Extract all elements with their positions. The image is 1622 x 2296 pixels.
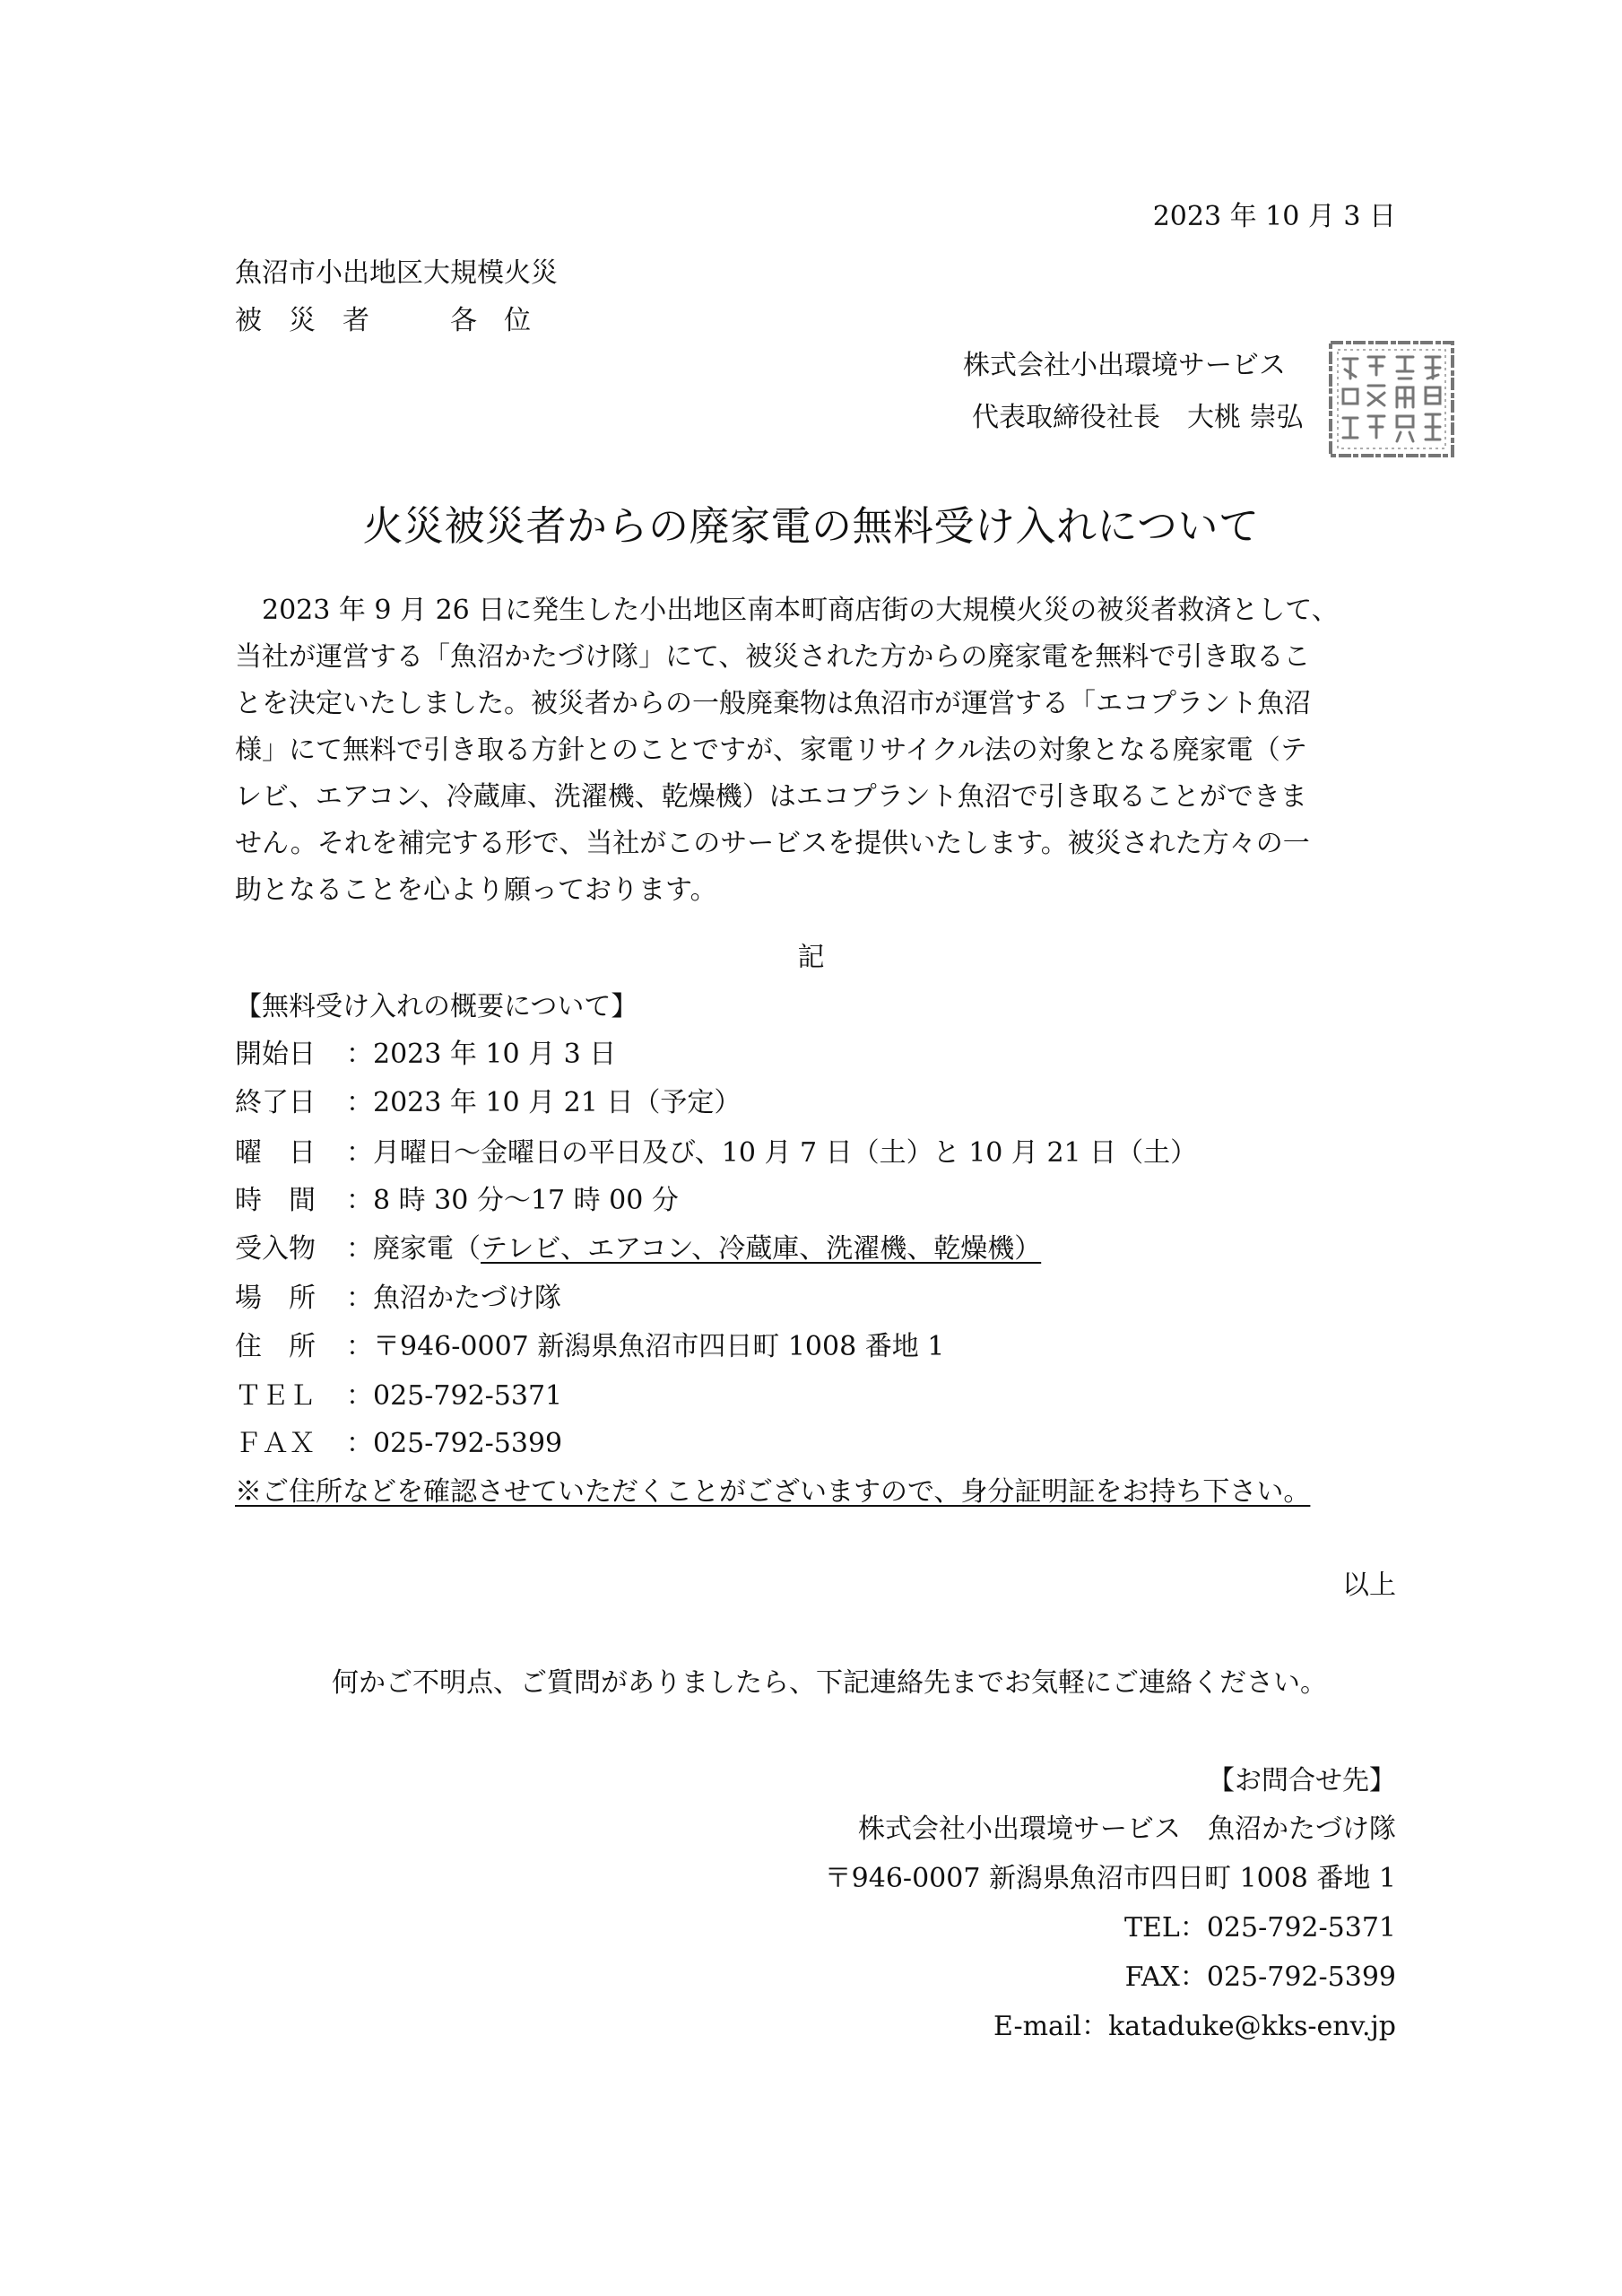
detail-colon: ： [346, 1185, 373, 1216]
ki-marker: 記 [797, 942, 825, 973]
body-line: 2023 年 9 月 26 日に発生した小出地区南本町商店街の大規模火災の被災者救済として、 [235, 595, 1339, 626]
contact-fax: FAX：025-792-5399 [1124, 1961, 1396, 1993]
detail-row-accepted-items [235, 1231, 1041, 1267]
summary-heading: 【無料受け入れの概要について】 [235, 991, 638, 1022]
detail-value-prefix: 廃家電（ [373, 1233, 481, 1265]
body-line: 当社が運営する「魚沼かたづけ隊」にて、被災された方からの廃家電を無料で引き取るこ [235, 641, 1311, 673]
detail-value: 魚沼かたづけ隊 [373, 1283, 561, 1314]
detail-label: 受入物 [235, 1233, 316, 1265]
detail-value: 2023 年 10 月 3 日 [373, 1039, 617, 1070]
detail-row-end-date [235, 1085, 741, 1121]
recipient-line-1: 魚沼市小出地区大規模火災 [235, 257, 558, 289]
recipient-line-2: 被 災 者 各 位 [235, 305, 531, 336]
contact-address: 〒946-0007 新潟県魚沼市四日町 1008 番地 1 [824, 1863, 1396, 1894]
detail-colon: ： [346, 1087, 373, 1118]
body-line: せん。それを補完する形で、当社がこのサービスを提供いたします。被災された方々の一 [235, 828, 1310, 859]
detail-row-tel [235, 1378, 562, 1414]
detail-row-hours [235, 1183, 679, 1219]
contact-company: 株式会社小出環境サービス 魚沼かたづけ隊 [858, 1813, 1396, 1845]
detail-label: ＦＡＸ [235, 1428, 316, 1459]
detail-colon: ： [346, 1137, 373, 1169]
detail-colon: ： [346, 1039, 373, 1070]
detail-colon: ： [346, 1283, 373, 1314]
detail-value: 〒946-0007 新潟県魚沼市四日町 1008 番地 1 [373, 1331, 945, 1362]
detail-label: ＴＥＬ [235, 1380, 316, 1412]
closing-ijo: 以上 [1342, 1570, 1396, 1601]
detail-label: 住 所 [235, 1331, 316, 1362]
id-notice: ※ご住所などを確認させていただくことがございますので、身分証明証をお持ち下さい。 [235, 1476, 1311, 1508]
detail-colon: ： [346, 1331, 373, 1362]
document-title: 火災被災者からの廃家電の無料受け入れについて [362, 502, 1260, 550]
sender-representative: 代表取締役社長 大桃 崇弘 [972, 402, 1304, 433]
body-line: とを決定いたしました。被災者からの一般廃棄物は魚沼市が運営する「エコプラント魚沼 [235, 688, 1311, 719]
detail-row-days [235, 1135, 1197, 1171]
body-paragraph [235, 587, 1397, 914]
detail-row-fax [235, 1426, 562, 1462]
question-line: 何かご不明点、ご質問がありましたら、下記連絡先までお気軽にご連絡ください。 [332, 1667, 1327, 1699]
detail-colon: ： [346, 1428, 373, 1459]
detail-label: 場 所 [235, 1283, 316, 1314]
detail-value: 025-792-5371 [373, 1380, 563, 1412]
detail-row-start-date [235, 1037, 616, 1073]
detail-value: 2023 年 10 月 21 日（予定） [373, 1087, 742, 1118]
detail-row-address [235, 1329, 944, 1365]
contact-email: E-mail：kataduke@kks-env.jp [993, 2011, 1396, 2042]
company-seal-stamp [1325, 339, 1458, 459]
detail-value: 8 時 30 分～17 時 00 分 [373, 1185, 679, 1216]
detail-colon: ： [346, 1233, 373, 1265]
body-line: レビ、エアコン、冷蔵庫、洗濯機、乾燥機）はエコプラント魚沼で引き取ることができま [235, 781, 1307, 813]
detail-label: 時 間 [235, 1185, 316, 1216]
detail-row-location [235, 1281, 561, 1317]
detail-colon: ： [346, 1380, 373, 1412]
detail-value: 025-792-5399 [373, 1428, 563, 1459]
sender-company: 株式会社小出環境サービス [963, 350, 1286, 381]
body-line: 様」にて無料で引き取る方針とのことですが、家電リサイクル法の対象となる廃家電（テ [235, 735, 1307, 766]
detail-value: 月曜日～金曜日の平日及び、10 月 7 日（土）と 10 月 21 日（土） [373, 1137, 1198, 1169]
detail-label: 曜 日 [235, 1137, 316, 1169]
letter-date: 2023 年 10 月 3 日 [1152, 201, 1396, 232]
detail-label: 開始日 [235, 1039, 316, 1070]
contact-tel: TEL：025-792-5371 [1124, 1912, 1396, 1944]
detail-value-underlined: テレビ、エアコン、冷蔵庫、洗濯機、乾燥機） [481, 1233, 1042, 1265]
contact-heading: 【お問合せ先】 [1208, 1765, 1396, 1796]
body-line: 助となることを心より願っております。 [235, 874, 717, 906]
detail-label: 終了日 [235, 1087, 316, 1118]
